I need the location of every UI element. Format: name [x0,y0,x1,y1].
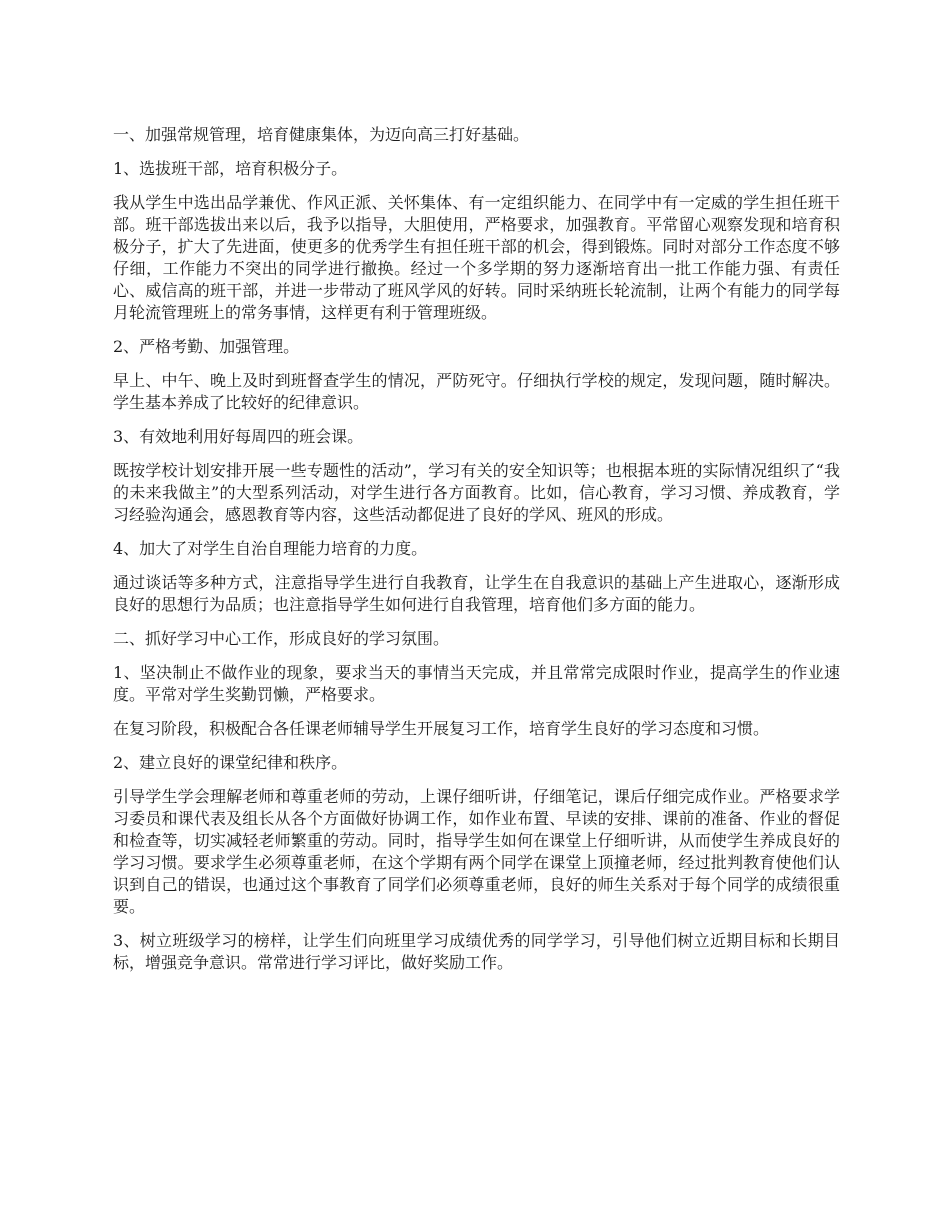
body-paragraph: 通过谈话等多种方式，注意指导学生进行自我教育，让学生在自我意识的基础上产生进取心，逐渐形成良好的思想行为品质；也注意指导学生如何进行自我管理，培育他们多方面的能力。 [113,573,840,614]
body-paragraph: 早上、中午、晚上及时到班督查学生的情况，严防死守。仔细执行学校的规定，发现问题，随时解决。学生基本养成了比较好的纪律意识。 [113,371,840,412]
body-paragraph: 引导学生学会理解老师和尊重老师的劳动，上课仔细听讲，仔细笔记，课后仔细完成作业。严格要求学习委员和课代表及组长从各个方面做好协调工作，如作业布置、早读的安排、课前的准备、作业的督促和检查等，切实减轻老师繁重的劳动。同时，指导学生如何在课堂上仔细听讲，从而使学生养成良好的学习习惯。要求学生必须尊重老师，在这个学期有两个同学在课堂上顶撞老师，经过批判教育使他们认识到自己的错误，也通过这个事教育了同学们必须尊重老师，良好的师生关系对于每个同学的成绩很重要。 [113,787,840,916]
subheading-1-4: 4、加大了对学生自治自理能力培育的力度。 [113,539,428,558]
body-paragraph: 既按学校计划安排开展一些专题性的活动”，学习有关的安全知识等；也根据本班的实际情况组织了“我的未来我做主”的大型系列活动，对学生进行各方面教育。比如，信心教育，学习习惯、养成教育，学习经验沟通会，感恩教育等内容，这些活动都促进了良好的学风、班风的形成。 [113,461,840,524]
subheading-2-3: 3、树立班级学习的榜样，让学生们向班里学习成绩优秀的同学学习，引导他们树立近期目标和长期目标，增强竞争意识。常常进行学习评比，做好奖励工作。 [113,931,840,972]
body-paragraph: 在复习阶段，积极配合各任课老师辅导学生开展复习工作，培育学生良好的学习态度和习惯。 [113,719,770,738]
body-paragraph: 我从学生中选出品学兼优、作风正派、关怀集体、有一定组织能力、在同学中有一定威的学生担任班干部。班干部选拔出来以后，我予以指导，大胆使用，严格要求，加强教育。平常留心观察发现和培育积极分子，扩大了先进面，使更多的优秀学生有担任班干部的机会，得到锻炼。同时对部分工作态度不够仔细，工作能力不突出的同学进行撤换。经过一个多学期的努力逐渐培育出一批工作能力强、有责任心、威信高的班干部，并进一步带动了班风学风的好转。同时采纳班长轮流制，让两个有能力的同学每月轮流管理班上的常务事情，这样更有利于管理班级。 [113,193,840,322]
heading-section-2: 二、抓好学习中心工作，形成良好的学习氛围。 [113,629,450,648]
subheading-1-1: 1、选拔班干部，培育积极分子。 [113,159,348,178]
subheading-1-3: 3、有效地利用好每周四的班会课。 [113,427,364,446]
subheading-2-2: 2、建立良好的课堂纪律和秩序。 [113,753,348,772]
subheading-2-1: 1、坚决制止不做作业的现象，要求当天的事情当天完成，并且常常完成限时作业，提高学生的作业速度。平常对学生奖勤罚懒，严格要求。 [113,663,840,704]
document-page [113,124,840,986]
subheading-1-2: 2、严格考勤、加强管理。 [113,337,300,356]
heading-section-1: 一、加强常规管理，培育健康集体，为迈向高三打好基础。 [113,125,530,144]
